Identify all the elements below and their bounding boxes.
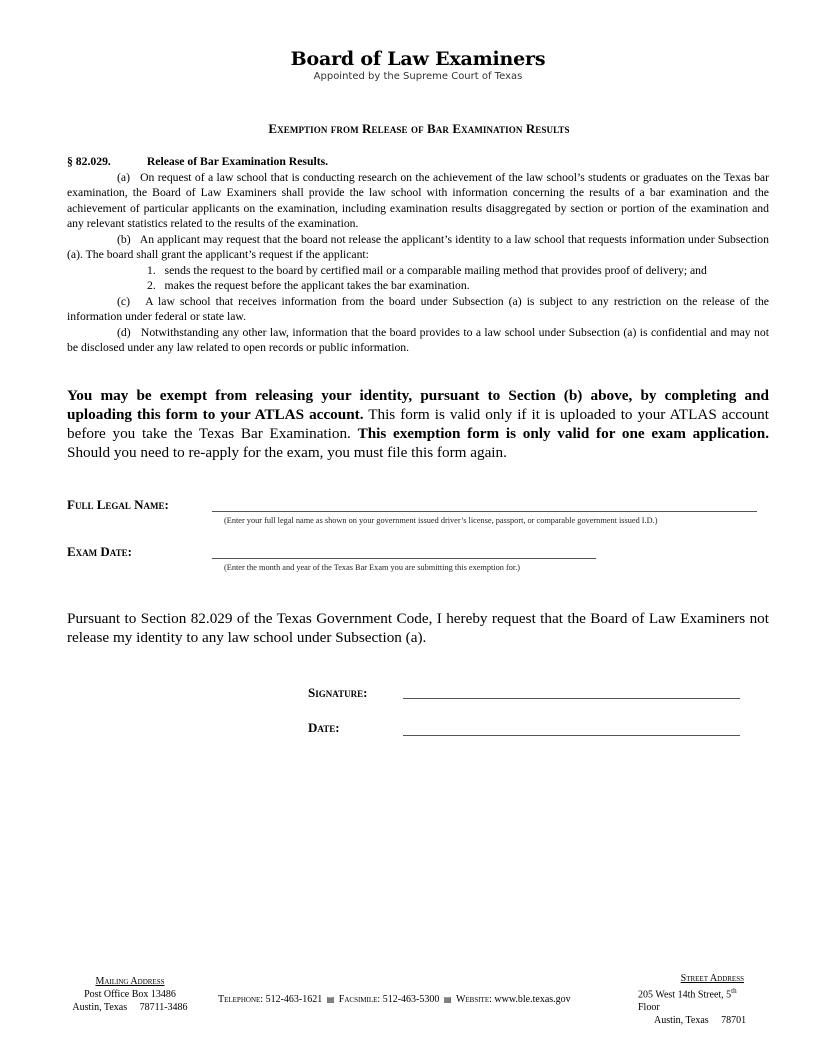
street-address-floor: Floor — [638, 1002, 660, 1014]
notice-text-2: Should you need to re-apply for the exam, you must file this form again. — [67, 444, 507, 461]
statute-paragraph-d: (d) Notwithstanding any other law, information that the board provides to a law school under Subsection (a) is confidential and may not be disclosed under any law related to open records or public information. — [67, 325, 769, 354]
telephone-label: Telephone: — [218, 994, 264, 1005]
exam-date-label: Exam Date: — [67, 544, 132, 559]
statute-item-2: 2. makes the request before the applicant takes the bar examination. — [147, 279, 470, 292]
form-title: Exemption from Release of Bar Examination Results — [268, 121, 570, 136]
mailing-address-line: Post Office Box 13486 — [84, 989, 176, 1000]
full-legal-name-field[interactable] — [212, 511, 757, 512]
street-line-sup: th — [731, 987, 737, 995]
street-address — [638, 972, 758, 1027]
exemption-notice — [67, 386, 769, 462]
section-title: Release of Bar Examination Results. — [146, 155, 329, 168]
street-address-city: Austin, Texas 78701 — [654, 1015, 747, 1027]
mailing-address — [60, 975, 200, 1014]
statute-paragraph-c: (c) A law school that receives information from the board under Subsection (a) is subject to any restriction on the release of the information under federal or state law. — [67, 294, 769, 323]
statute-item-1: 1. sends the request to the board by certified mail or a comparable mailing method that provides proof of delivery; and — [147, 263, 707, 277]
street-address-heading: Street Address — [680, 973, 744, 984]
notice-bold-1: You may be exempt from releasing your identity, pursuant to Section (b) above, by completing and uploading this form to your ATLAS account. — [67, 387, 769, 423]
separator-icon: ▤ — [441, 995, 454, 1004]
signature-label: Signature: — [308, 685, 368, 700]
date-label: Date: — [308, 720, 340, 735]
notice-text-1: This form is valid only if it is uploaded to your ATLAS account before you take the Texas Bar Examination. — [67, 406, 769, 442]
telephone-number: 512-463-1621 — [265, 994, 323, 1005]
website-link[interactable]: www.ble.texas.gov — [494, 994, 571, 1005]
signature-field[interactable] — [403, 698, 740, 699]
mailing-address-heading: Mailing Address — [95, 976, 165, 987]
exam-date-field[interactable] — [212, 558, 596, 559]
page-subtitle: Appointed by the Supreme Court of Texas — [313, 71, 523, 82]
contact-line — [218, 993, 571, 1006]
fax-number: 512-463-5300 — [382, 994, 440, 1005]
website-label: Website: — [455, 994, 492, 1005]
separator-icon: ▤ — [324, 995, 337, 1004]
statute-section — [67, 154, 769, 356]
request-statement: Pursuant to Section 82.029 of the Texas Government Code, I hereby request that the Board of Law Examiners not release my identity to any law school under Subsection (a). — [67, 610, 769, 646]
notice-bold-2: This exemption form is only valid for one exam application. — [357, 425, 769, 442]
fax-label: Facsimile: — [338, 994, 381, 1005]
full-legal-name-label: Full Legal Name: — [67, 497, 169, 512]
mailing-address-city: Austin, Texas 78711-3486 — [72, 1002, 188, 1013]
statute-paragraph-b: (b) An applicant may request that the board not release the applicant’s identity to a law school that requests information under Subsection (a). The board shall grant the applicant’s request if the applicant: — [67, 232, 769, 261]
exam-date-hint: (Enter the month and year of the Texas Bar Exam you are submitting this exemption for.) — [224, 563, 521, 572]
date-field[interactable] — [403, 735, 740, 736]
street-address-line — [638, 985, 758, 1001]
full-legal-name-hint: (Enter your full legal name as shown on your government issued driver’s license, passport, or comparable government issued I.D.) — [224, 516, 658, 525]
section-number: § 82.029. — [67, 155, 111, 168]
street-line-text: 205 West 14th Street, 5 — [638, 989, 732, 1001]
page-title: Board of Law Examiners — [290, 48, 546, 70]
statute-heading — [67, 154, 769, 170]
statute-paragraph-a: (a) On request of a law school that is conducting research on the achievement of the law school’s students or graduates on the Texas bar examination, the Board of Law Examiners shall provide the law school with information concerning the results of a bar examination and the achievement of particular applicants on the examination, including examination results disaggregated by section or portion of the examination and any relevant statistics related to the results of the examination. — [67, 170, 769, 230]
